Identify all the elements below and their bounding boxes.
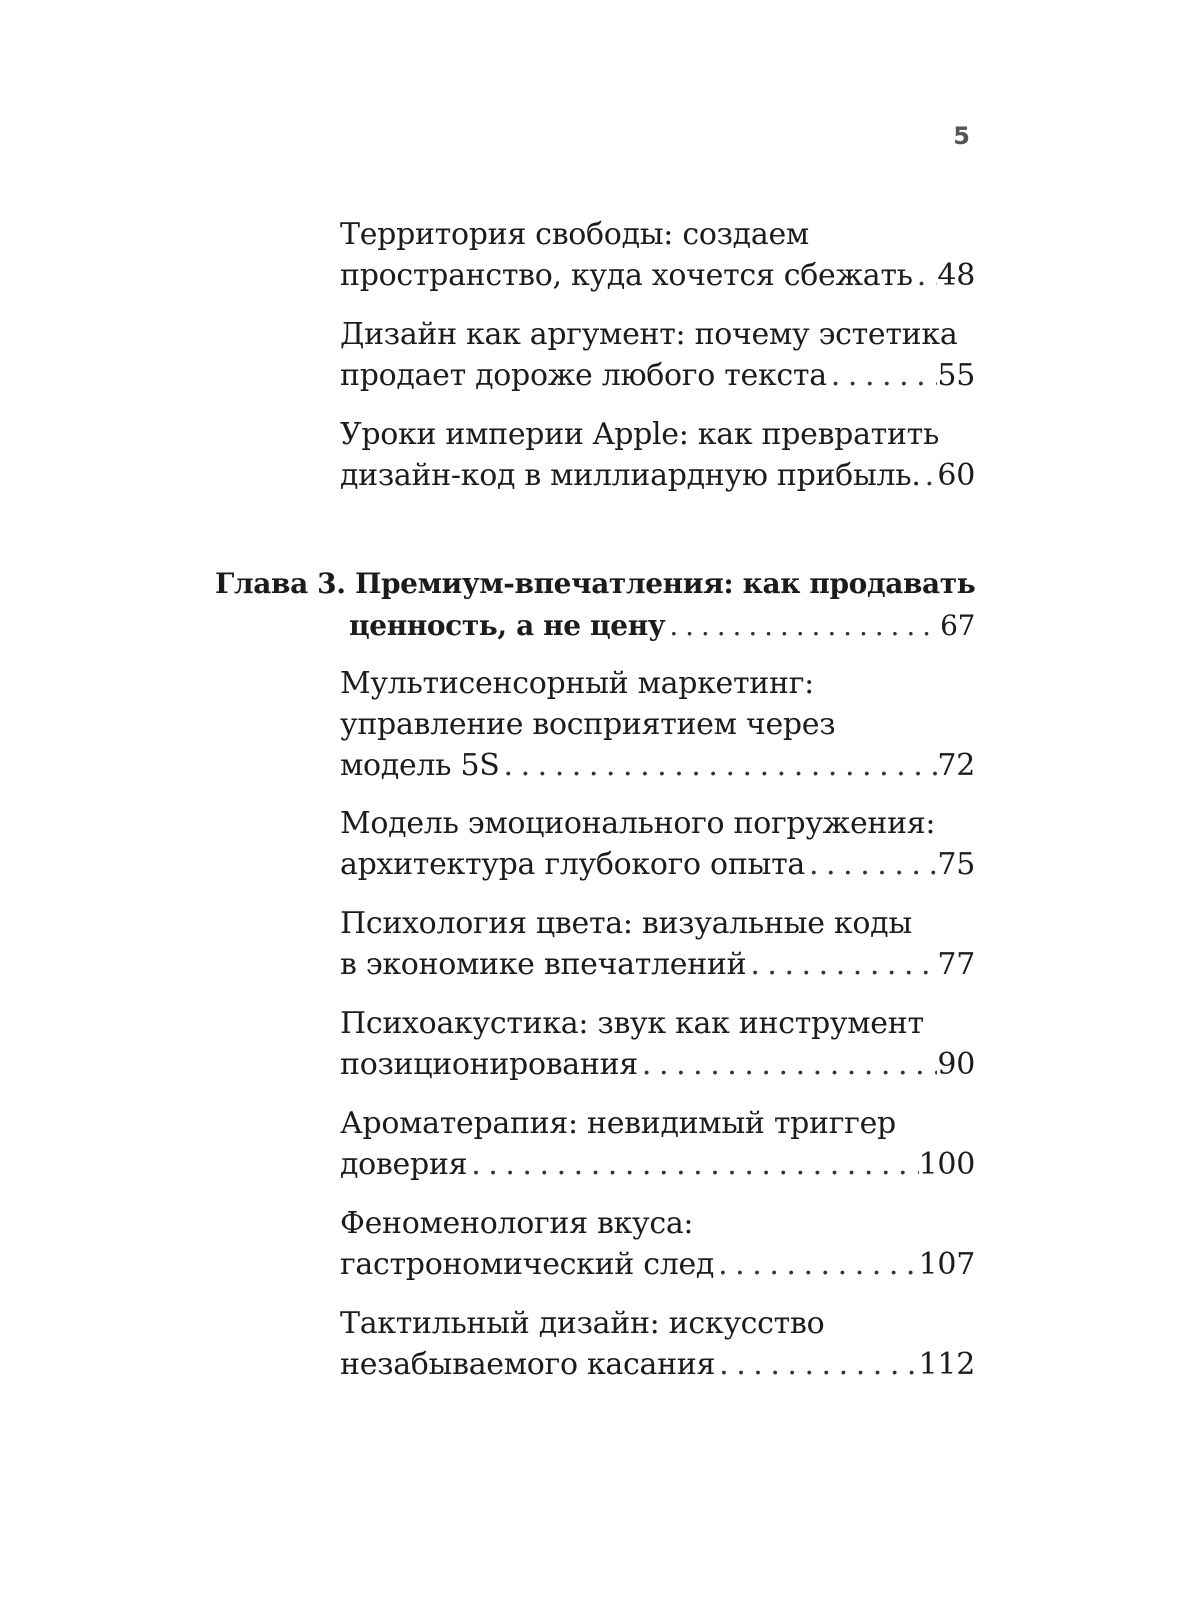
toc-entry <box>340 314 975 396</box>
toc-entry <box>340 1103 975 1185</box>
dot-leader <box>913 255 938 296</box>
toc-entry-page: 112 <box>918 1347 975 1382</box>
dot-leader <box>746 944 937 985</box>
toc-entry-title-line: Модель эмоционального погружения: <box>340 806 936 841</box>
toc-entry-title-line: Психология цвета: визуальные коды <box>340 906 912 941</box>
toc-entry-page: 77 <box>937 947 975 982</box>
toc-entry <box>340 803 975 885</box>
toc-entry-title-line: продает дороже любого текста <box>340 358 827 393</box>
toc-entry-title-line: Уроки империи Apple: как превратить <box>340 417 939 452</box>
toc-entry-page: 48 <box>937 258 975 293</box>
toc-entry <box>340 903 975 985</box>
toc-entry-page: 100 <box>918 1147 975 1182</box>
toc-entry-title-line: Тактильный дизайн: искусство <box>340 1306 825 1341</box>
dot-leader <box>715 1344 919 1385</box>
toc-entry-page: 107 <box>918 1247 975 1282</box>
toc-entry-title-line: Ароматерапия: невидимый триггер <box>340 1106 896 1141</box>
chapter-page: 67 <box>940 609 975 642</box>
toc-entry-page: 72 <box>937 748 975 783</box>
toc-entry-title-line: Дизайн как аргумент: почему эстетика <box>340 317 958 352</box>
toc-entry-page: 60 <box>937 458 975 493</box>
chapter-title-line: ценность, а не цену <box>349 609 666 642</box>
toc-chapter-heading <box>215 563 975 647</box>
toc-entry-page: 90 <box>937 1047 975 1082</box>
chapter-title-line: Глава 3. Премиум-впечатления: как продавать <box>215 567 976 600</box>
dot-leader <box>714 1244 919 1285</box>
toc-entry-title-line: доверия <box>340 1147 468 1182</box>
toc-entry-title-line: архитектура глубокого опыта <box>340 847 805 882</box>
toc-entry-title-line: незабываемого касания <box>340 1347 716 1382</box>
toc-entry-title-line: Мультисенсорный маркетинг: <box>340 666 814 701</box>
toc-entry-title-line: модель 5S <box>340 748 500 783</box>
toc-entry <box>340 1303 975 1385</box>
toc-entry-title-line: дизайн-код в миллиардную прибыль. <box>340 458 921 493</box>
dot-leader <box>805 844 937 885</box>
toc-entry <box>340 1203 975 1285</box>
toc-entry <box>340 1003 975 1085</box>
dot-leader <box>638 1044 938 1085</box>
dot-leader <box>921 455 938 496</box>
toc-entry-page: 55 <box>937 358 975 393</box>
toc-entry-page: 75 <box>937 847 975 882</box>
toc-entry-title-line: позиционирования <box>340 1047 638 1082</box>
page-number: 5 <box>953 122 970 150</box>
toc-entry-title-line: в экономике впечатлений <box>340 947 747 982</box>
dot-leader <box>665 605 940 647</box>
toc-entry <box>340 663 975 786</box>
toc-entry <box>340 214 975 296</box>
toc-entry-title-line: гастрономический след <box>340 1247 715 1282</box>
toc-entry <box>340 414 975 496</box>
toc-entry-title-line: Психоакустика: звук как инструмент <box>340 1006 924 1041</box>
toc-entry-title-line: Территория свободы: создаем <box>340 217 809 252</box>
toc-entry-title-line: управление восприятием через <box>340 707 836 742</box>
dot-leader <box>467 1144 918 1185</box>
toc-entry-title-line: пространство, куда хочется сбежать <box>340 258 913 293</box>
toc-entry-title-line: Феноменология вкуса: <box>340 1206 694 1241</box>
dot-leader <box>500 745 938 786</box>
dot-leader <box>827 355 938 396</box>
